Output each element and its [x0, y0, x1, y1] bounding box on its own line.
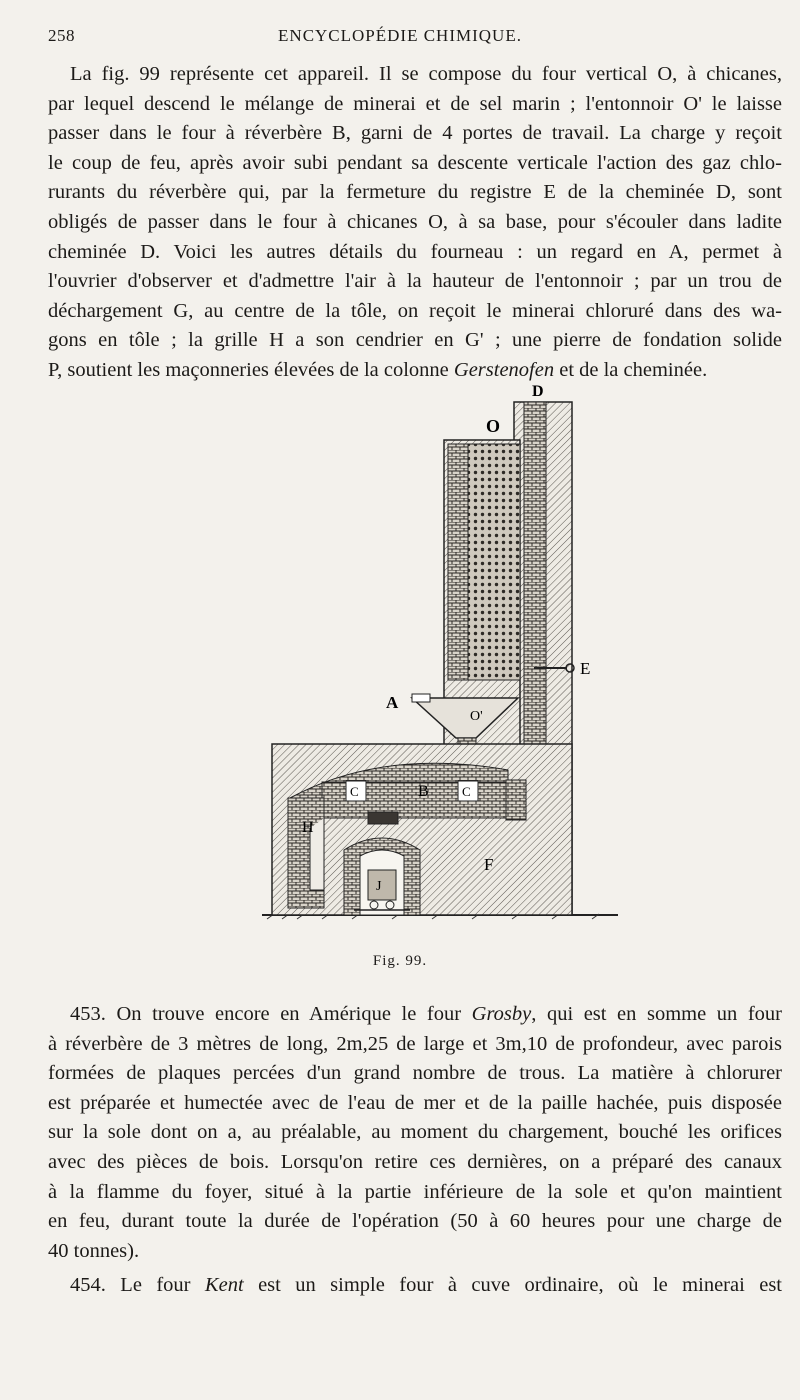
text-line: avec des pièces de bois. Lorsqu'on retire ces dernières, on a préparé des canaux [48, 1150, 782, 1173]
label-D: D [532, 383, 544, 400]
sight-hole-A [412, 694, 430, 702]
column-chicane-shaft [468, 444, 520, 680]
text-line: en feu, durant toute la durée de l'opération (50 à 60 heures pour une charge de [48, 1210, 782, 1233]
label-F: F [484, 855, 494, 874]
connecting-flue [506, 780, 526, 820]
text-line: gons en tôle ; la grille H a son cendrier en G' ; une pierre de fondation solide [48, 329, 782, 352]
label-O: O [486, 416, 501, 436]
figure-caption: Fig. 99. [372, 953, 428, 969]
text-line: le coup de feu, après avoir subi pendant sa descente verticale l'action des gaz chlo- [48, 151, 782, 174]
text-fragment: est un simple four à cuve ordinaire, où le minerai est [243, 1274, 782, 1296]
text-line: l'ouvrier d'observer et d'admettre l'air à la hauteur de l'entonnoir ; par un trou de [48, 270, 782, 293]
paragraph-453 [48, 1000, 782, 1266]
page-header [48, 26, 752, 50]
label-J: J [376, 879, 382, 894]
label-C: C [350, 784, 359, 799]
text-line: par lequel descend le mélange de minerai et de sel marin ; l'entonnoir O' le laisse [48, 92, 782, 115]
page-number: 258 [48, 26, 75, 45]
label-O-prime: O' [470, 709, 483, 724]
text-line: est préparée et humectée avec de l'eau de mer et de la paille hachée, puis disposée [48, 1091, 782, 1114]
text-line: passer dans le four à réverbère B, garni de 4 portes de travail. La charge y reçoit [48, 122, 782, 145]
wagon-J [368, 870, 396, 900]
text-line: déchargement G, au centre de la tôle, on reçoit le minerai chloruré dans des wa- [48, 299, 782, 322]
text-line: cheminée D. Voici les autres détails du fourneau : un regard en A, permet à [48, 240, 782, 263]
text-line: 40 tonnes). [48, 1239, 140, 1262]
text-line: à réverbère de 3 mètres de long, 2m,25 de large et 3m,10 de profondeur, avec parois [48, 1032, 782, 1055]
column-inner-wall [448, 444, 468, 680]
text-fragment: 453. On trouve encore en Amérique le four [70, 1003, 472, 1025]
label-H: H [302, 819, 314, 836]
text-fragment: et de la cheminée. [554, 358, 708, 381]
label-E: E [580, 659, 591, 678]
paragraph-fig99-description [48, 60, 782, 386]
text-fragment: , qui est en somme un four [531, 1003, 782, 1025]
text-line [48, 1271, 782, 1301]
label-C: C [462, 784, 471, 799]
italic-term: Grosby [471, 1003, 532, 1025]
italic-term: Gerstenofen [453, 358, 555, 381]
text-line: La fig. 99 représente cet appareil. Il se compose du four vertical O, à chicanes, [70, 63, 782, 85]
text-fragment: 454. Le four [70, 1274, 205, 1296]
label-A: A [386, 693, 399, 712]
text-line: obligés de passer dans le four à chicanes O, à sa base, pour s'écouler dans ladite [48, 210, 782, 233]
text-line [48, 1000, 782, 1030]
text-line: sur la sole dont on a, au préalable, au moment du chargement, bouché les orifices [48, 1121, 782, 1144]
text-line: rurants du réverbère qui, par la fermeture du registre E de la cheminée D, sont [48, 181, 782, 204]
italic-term: Kent [204, 1274, 244, 1296]
text-line: formées de plaques percées d'un grand nombre de trous. La matière à chlorurer [48, 1062, 782, 1085]
running-title: ENCYCLOPÉDIE CHIMIQUE. [278, 26, 522, 45]
grate-bars [368, 812, 398, 824]
paragraph-454 [48, 1271, 782, 1301]
text-line: à la flamme du foyer, situé à la partie inférieure de la sole et qu'on maintient [48, 1180, 782, 1203]
furnace-engraving-figure [262, 378, 618, 938]
label-B: B [418, 783, 429, 800]
text-fragment: P, soutient les maçonneries élevées de la colonne [48, 358, 454, 381]
